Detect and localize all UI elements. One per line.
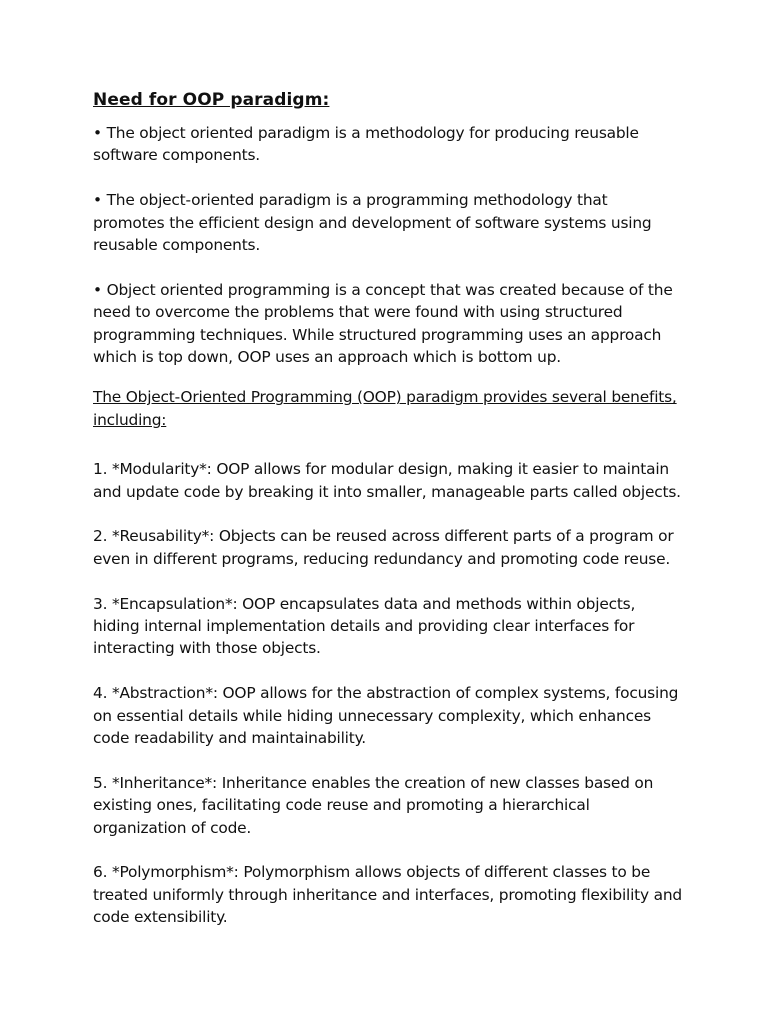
bullet-paragraph-2: • The object-oriented paradigm is a programming methodology that promotes the efficient design and development of software systems using reusable components. — [93, 191, 652, 255]
benefit-reusability: 2. *Reusability*: Objects can be reused across different parts of a program or even in different programs, reducing redundancy and promoting code reuse. — [93, 527, 674, 568]
document-page — [93, 88, 683, 929]
bullet-paragraph-1: • The object oriented paradigm is a methodology for producing reusable software components. — [93, 124, 639, 165]
bullet-paragraph-3: • Object oriented programming is a concept that was created because of the need to overcome the problems that were found with using structured programming techniques. While structured programming uses an approach which is top down, OOP uses an approach which is bottom up. — [93, 280, 673, 367]
benefits-intro: The Object-Oriented Programming (OOP) paradigm provides several benefits, including: — [93, 388, 677, 429]
benefit-encapsulation: 3. *Encapsulation*: OOP encapsulates data and methods within objects, hiding internal implementation details and providing clear interfaces for interacting with those objects. — [93, 594, 636, 658]
bullet-list — [93, 122, 683, 368]
benefit-polymorphism: 6. *Polymorphism*: Polymorphism allows objects of different classes to be treated uniformly through inheritance and interfaces, promoting flexibility and code extensibility. — [93, 863, 682, 927]
benefits-list — [93, 458, 683, 928]
benefit-inheritance: 5. *Inheritance*: Inheritance enables the creation of new classes based on existing ones, facilitating code reuse and promoting a hierarchical organization of code. — [93, 773, 654, 837]
benefit-abstraction: 4. *Abstraction*: OOP allows for the abstraction of complex systems, focusing on essential details while hiding unnecessary complexity, which enhances code readability and maintainability. — [93, 684, 679, 748]
document-heading: Need for OOP paradigm: — [93, 90, 330, 110]
benefit-modularity: 1. *Modularity*: OOP allows for modular design, making it easier to maintain and update code by breaking it into smaller, manageable parts called objects. — [93, 460, 681, 501]
